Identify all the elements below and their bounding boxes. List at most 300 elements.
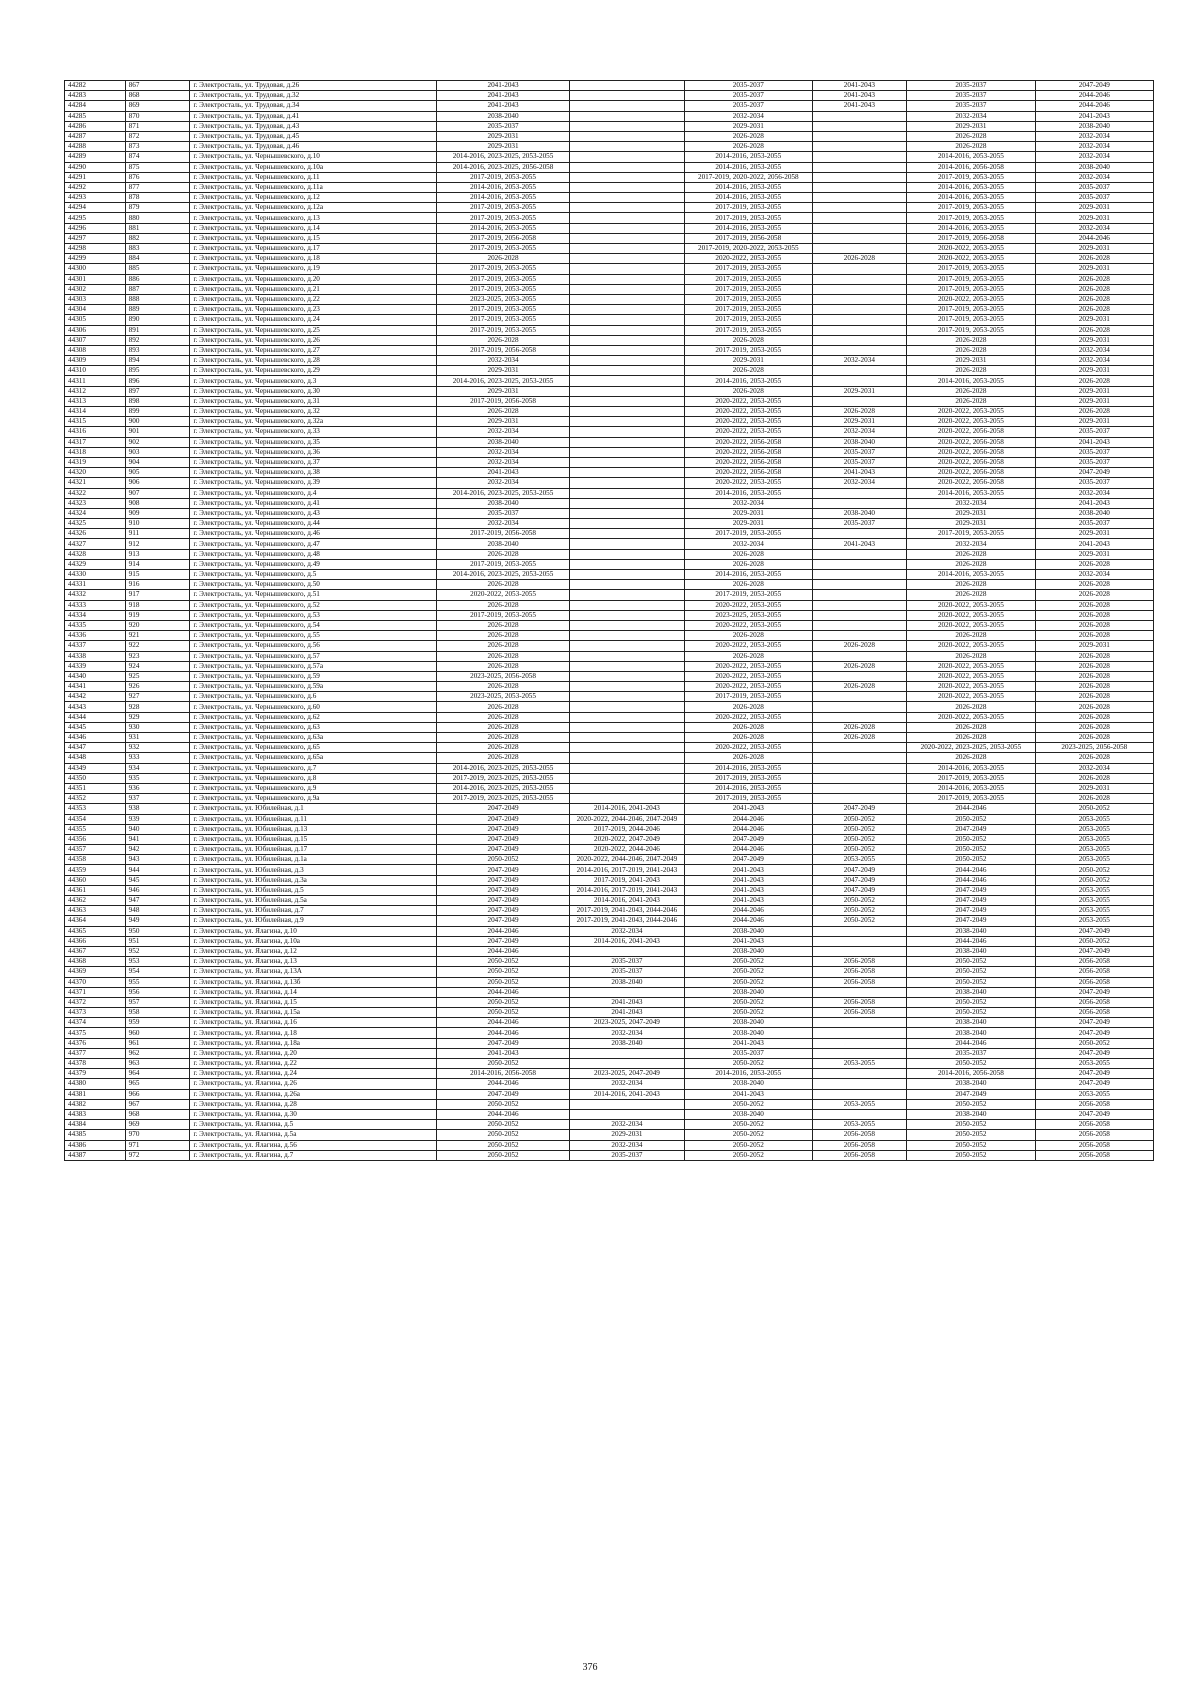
period-3-cell: 2044-2046 [685,906,813,916]
period-1-cell: 2026-2028 [437,620,570,630]
period-5-cell: 2047-2049 [907,824,1036,834]
period-4-cell: 2056-2058 [812,1130,907,1140]
row-id-cell: 44343 [65,702,126,712]
row-id-cell: 44300 [65,264,126,274]
period-4-cell: 2050-2052 [812,916,907,926]
period-5-cell: 2035-2037 [907,81,1036,91]
row-number-cell: 870 [125,111,190,121]
period-2-cell [569,284,684,294]
row-number-cell: 953 [125,957,190,967]
row-id-cell: 44351 [65,783,126,793]
period-5-cell: 2020-2022, 2053-2055 [907,417,1036,427]
period-6-cell: 2029-2031 [1035,783,1153,793]
row-number-cell: 915 [125,570,190,580]
period-4-cell [812,936,907,946]
period-2-cell: 2032-2034 [569,926,684,936]
period-2-cell [569,447,684,457]
row-number-cell: 924 [125,661,190,671]
period-6-cell: 2041-2043 [1035,539,1153,549]
address-cell: г. Электросталь, ул. Чернышевского, д.59 [190,671,437,681]
period-5-cell: 2020-2022, 2056-2058 [907,427,1036,437]
period-4-cell: 2026-2028 [812,722,907,732]
period-2-cell: 2017-2019, 2041-2043, 2044-2046 [569,906,684,916]
table-row [65,865,1154,875]
period-5-cell: 2017-2019, 2053-2055 [907,172,1036,182]
period-2-cell: 2032-2034 [569,1120,684,1130]
period-6-cell: 2026-2028 [1035,712,1153,722]
period-3-cell: 2032-2034 [685,539,813,549]
table-row [65,702,1154,712]
period-6-cell: 2026-2028 [1035,753,1153,763]
row-number-cell: 940 [125,824,190,834]
period-2-cell [569,559,684,569]
table-row [65,916,1154,926]
period-1-cell: 2032-2034 [437,447,570,457]
table-row [65,193,1154,203]
period-5-cell: 2050-2052 [907,957,1036,967]
address-cell: г. Электросталь, ул. Чернышевского, д.57 [190,651,437,661]
table-row [65,733,1154,743]
table-row [65,315,1154,325]
table-row [65,682,1154,692]
address-cell: г. Электросталь, ул. Ялагина, д.10 [190,926,437,936]
address-cell: г. Электросталь, ул. Юбилейная, д.7 [190,906,437,916]
period-4-cell [812,794,907,804]
period-3-cell: 2026-2028 [685,580,813,590]
period-1-cell: 2017-2019, 2053-2055 [437,203,570,213]
row-id-cell: 44317 [65,437,126,447]
period-2-cell [569,682,684,692]
period-2-cell [569,437,684,447]
period-3-cell: 2050-2052 [685,1008,813,1018]
period-1-cell: 2050-2052 [437,977,570,987]
row-number-cell: 965 [125,1079,190,1089]
row-id-cell: 44296 [65,223,126,233]
period-6-cell: 2032-2034 [1035,356,1153,366]
period-2-cell: 2014-2016, 2041-2043 [569,804,684,814]
period-1-cell: 2041-2043 [437,468,570,478]
period-3-cell: 2041-2043 [685,936,813,946]
period-6-cell: 2029-2031 [1035,417,1153,427]
period-6-cell: 2035-2037 [1035,427,1153,437]
table-row [65,559,1154,569]
period-4-cell [812,284,907,294]
period-4-cell: 2041-2043 [812,91,907,101]
period-5-cell: 2032-2034 [907,111,1036,121]
address-cell: г. Электросталь, ул. Чернышевского, д.30 [190,386,437,396]
row-number-cell: 962 [125,1048,190,1058]
period-3-cell: 2032-2034 [685,498,813,508]
period-1-cell: 2044-2046 [437,1028,570,1038]
row-id-cell: 44339 [65,661,126,671]
period-4-cell: 2056-2058 [812,1140,907,1150]
period-2-cell: 2032-2034 [569,1140,684,1150]
period-1-cell: 2017-2019, 2053-2055 [437,274,570,284]
period-1-cell: 2026-2028 [437,580,570,590]
period-1-cell: 2026-2028 [437,722,570,732]
period-3-cell: 2020-2022, 2053-2055 [685,620,813,630]
period-3-cell: 2050-2052 [685,1059,813,1069]
period-1-cell: 2026-2028 [437,254,570,264]
period-2-cell [569,366,684,376]
row-id-cell: 44362 [65,896,126,906]
period-4-cell: 2056-2058 [812,1150,907,1160]
period-4-cell [812,315,907,325]
period-2-cell: 2014-2016, 2017-2019, 2041-2043 [569,885,684,895]
period-3-cell: 2026-2028 [685,335,813,345]
period-4-cell [812,580,907,590]
period-3-cell: 2029-2031 [685,121,813,131]
table-row [65,274,1154,284]
period-6-cell: 2047-2049 [1035,987,1153,997]
row-id-cell: 44313 [65,396,126,406]
period-4-cell [812,1018,907,1028]
period-2-cell: 2017-2019, 2041-2043 [569,875,684,885]
row-number-cell: 914 [125,559,190,569]
period-2-cell [569,417,684,427]
period-2-cell [569,356,684,366]
period-1-cell: 2026-2028 [437,733,570,743]
period-2-cell [569,81,684,91]
period-3-cell: 2026-2028 [685,722,813,732]
period-2-cell [569,254,684,264]
period-2-cell [569,631,684,641]
period-1-cell: 2044-2046 [437,987,570,997]
row-number-cell: 891 [125,325,190,335]
period-1-cell: 2014-2016, 2023-2025, 2053-2055 [437,488,570,498]
address-cell: г. Электросталь, ул. Чернышевского, д.65а [190,753,437,763]
period-3-cell: 2050-2052 [685,957,813,967]
period-4-cell: 2035-2037 [812,447,907,457]
period-6-cell: 2026-2028 [1035,651,1153,661]
period-3-cell: 2017-2019, 2053-2055 [685,305,813,315]
period-1-cell: 2017-2019, 2056-2058 [437,529,570,539]
period-3-cell: 2017-2019, 2056-2058 [685,233,813,243]
period-5-cell: 2020-2022, 2053-2055 [907,254,1036,264]
period-2-cell: 2032-2034 [569,1079,684,1089]
row-number-cell: 876 [125,172,190,182]
row-number-cell: 936 [125,783,190,793]
table-row [65,488,1154,498]
period-1-cell: 2014-2016, 2053-2055 [437,223,570,233]
period-4-cell: 2032-2034 [812,356,907,366]
period-2-cell [569,651,684,661]
address-cell: г. Электросталь, ул. Чернышевского, д.14 [190,223,437,233]
table-row [65,376,1154,386]
period-4-cell: 2041-2043 [812,101,907,111]
period-4-cell [812,1028,907,1038]
period-3-cell: 2047-2049 [685,834,813,844]
period-6-cell: 2026-2028 [1035,773,1153,783]
period-1-cell: 2014-2016, 2023-2025, 2056-2058 [437,162,570,172]
table-row [65,712,1154,722]
table-row [65,284,1154,294]
table-row [65,1038,1154,1048]
row-number-cell: 930 [125,722,190,732]
period-4-cell: 2053-2055 [812,1099,907,1109]
table-row [65,845,1154,855]
period-5-cell: 2017-2019, 2053-2055 [907,274,1036,284]
table-row [65,417,1154,427]
row-number-cell: 959 [125,1018,190,1028]
row-id-cell: 44369 [65,967,126,977]
period-2-cell: 2023-2025, 2047-2049 [569,1069,684,1079]
table-row [65,875,1154,885]
period-5-cell: 2038-2040 [907,926,1036,936]
address-cell: г. Электросталь, ул. Чернышевского, д.60 [190,702,437,712]
row-id-cell: 44302 [65,284,126,294]
period-6-cell: 2026-2028 [1035,631,1153,641]
period-4-cell [812,121,907,131]
period-4-cell: 2035-2037 [812,519,907,529]
table-row [65,233,1154,243]
address-cell: г. Электросталь, ул. Чернышевского, д.28 [190,356,437,366]
row-id-cell: 44356 [65,834,126,844]
period-1-cell: 2047-2049 [437,834,570,844]
period-4-cell [812,631,907,641]
period-6-cell: 2032-2034 [1035,345,1153,355]
period-5-cell: 2026-2028 [907,386,1036,396]
period-2-cell [569,264,684,274]
table-row [65,580,1154,590]
period-1-cell: 2026-2028 [437,631,570,641]
period-4-cell [812,743,907,753]
row-number-cell: 883 [125,244,190,254]
period-6-cell: 2041-2043 [1035,111,1153,121]
row-number-cell: 942 [125,845,190,855]
period-6-cell: 2026-2028 [1035,671,1153,681]
table-row [65,987,1154,997]
period-6-cell: 2056-2058 [1035,1150,1153,1160]
period-3-cell: 2017-2019, 2053-2055 [685,315,813,325]
row-number-cell: 946 [125,885,190,895]
period-5-cell: 2038-2040 [907,1028,1036,1038]
address-cell: г. Электросталь, ул. Чернышевского, д.25 [190,325,437,335]
period-1-cell: 2014-2016, 2023-2025, 2053-2055 [437,763,570,773]
period-3-cell: 2050-2052 [685,1140,813,1150]
row-number-cell: 903 [125,447,190,457]
period-6-cell: 2026-2028 [1035,294,1153,304]
period-2-cell: 2041-2043 [569,1008,684,1018]
period-6-cell: 2047-2049 [1035,81,1153,91]
row-number-cell: 925 [125,671,190,681]
period-5-cell: 2044-2046 [907,936,1036,946]
period-6-cell: 2032-2034 [1035,570,1153,580]
period-5-cell: 2050-2052 [907,1150,1036,1160]
period-2-cell [569,753,684,763]
period-5-cell: 2035-2037 [907,1048,1036,1058]
row-id-cell: 44318 [65,447,126,457]
period-2-cell [569,549,684,559]
period-4-cell [812,396,907,406]
period-3-cell: 2041-2043 [685,804,813,814]
address-cell: г. Электросталь, ул. Чернышевского, д.49 [190,559,437,569]
table-row [65,600,1154,610]
table-row [65,244,1154,254]
period-4-cell: 2053-2055 [812,1120,907,1130]
period-2-cell [569,580,684,590]
period-6-cell: 2053-2055 [1035,1059,1153,1069]
period-3-cell: 2035-2037 [685,101,813,111]
address-cell: г. Электросталь, ул. Чернышевского, д.9 [190,783,437,793]
period-3-cell: 2038-2040 [685,926,813,936]
row-number-cell: 875 [125,162,190,172]
period-3-cell: 2017-2019, 2053-2055 [685,590,813,600]
table-row [65,946,1154,956]
period-6-cell: 2053-2055 [1035,845,1153,855]
table-row [65,590,1154,600]
address-cell: г. Электросталь, ул. Чернышевского, д.57а [190,661,437,671]
address-cell: г. Электросталь, ул. Чернышевского, д.37 [190,457,437,467]
row-id-cell: 44347 [65,743,126,753]
period-4-cell [812,763,907,773]
table-row [65,651,1154,661]
row-number-cell: 947 [125,896,190,906]
row-id-cell: 44379 [65,1069,126,1079]
period-1-cell: 2050-2052 [437,967,570,977]
table-row [65,468,1154,478]
row-id-cell: 44385 [65,1130,126,1140]
table-row [65,549,1154,559]
period-5-cell: 2026-2028 [907,722,1036,732]
period-6-cell: 2035-2037 [1035,182,1153,192]
row-number-cell: 916 [125,580,190,590]
period-4-cell [812,345,907,355]
period-2-cell [569,407,684,417]
period-3-cell: 2038-2040 [685,1028,813,1038]
period-6-cell: 2050-2052 [1035,804,1153,814]
row-number-cell: 933 [125,753,190,763]
period-4-cell: 2026-2028 [812,682,907,692]
period-1-cell: 2017-2019, 2053-2055 [437,284,570,294]
row-number-cell: 931 [125,733,190,743]
row-id-cell: 44377 [65,1048,126,1058]
period-3-cell: 2017-2019, 2053-2055 [685,213,813,223]
period-6-cell: 2053-2055 [1035,916,1153,926]
table-body [65,81,1154,1161]
period-3-cell: 2041-2043 [685,1038,813,1048]
period-2-cell: 2017-2019, 2044-2046 [569,824,684,834]
period-5-cell: 2038-2040 [907,1109,1036,1119]
period-2-cell [569,692,684,702]
address-cell: г. Электросталь, ул. Ялагина, д.24 [190,1069,437,1079]
period-2-cell [569,111,684,121]
period-3-cell: 2041-2043 [685,865,813,875]
address-cell: г. Электросталь, ул. Чернышевского, д.29 [190,366,437,376]
period-4-cell [812,172,907,182]
period-5-cell: 2032-2034 [907,498,1036,508]
period-3-cell: 2017-2019, 2053-2055 [685,773,813,783]
period-3-cell: 2017-2019, 2053-2055 [685,264,813,274]
table-row [65,1018,1154,1028]
row-number-cell: 917 [125,590,190,600]
row-id-cell: 44288 [65,142,126,152]
address-cell: г. Электросталь, ул. Ялагина, д.20 [190,1048,437,1058]
period-5-cell: 2014-2016, 2053-2055 [907,152,1036,162]
address-cell: г. Электросталь, ул. Юбилейная, д.1 [190,804,437,814]
row-id-cell: 44375 [65,1028,126,1038]
period-4-cell: 2026-2028 [812,407,907,417]
period-5-cell: 2047-2049 [907,896,1036,906]
table-row [65,641,1154,651]
table-row [65,610,1154,620]
period-3-cell: 2014-2016, 2053-2055 [685,570,813,580]
table-row [65,457,1154,467]
address-cell: г. Электросталь, ул. Чернышевского, д.26 [190,335,437,345]
period-1-cell: 2020-2022, 2053-2055 [437,590,570,600]
period-4-cell [812,1048,907,1058]
address-cell: г. Электросталь, ул. Чернышевского, д.48 [190,549,437,559]
period-3-cell: 2032-2034 [685,111,813,121]
period-4-cell: 2047-2049 [812,875,907,885]
period-3-cell: 2017-2019, 2053-2055 [685,692,813,702]
period-4-cell: 2041-2043 [812,468,907,478]
period-3-cell: 2020-2022, 2053-2055 [685,671,813,681]
period-2-cell [569,335,684,345]
period-5-cell: 2020-2022, 2056-2058 [907,457,1036,467]
period-1-cell: 2041-2043 [437,81,570,91]
period-2-cell [569,142,684,152]
address-cell: г. Электросталь, ул. Ялагина, д.16 [190,1018,437,1028]
period-2-cell [569,539,684,549]
period-6-cell: 2047-2049 [1035,468,1153,478]
period-5-cell: 2038-2040 [907,1018,1036,1028]
address-cell: г. Электросталь, ул. Трудовая, д.34 [190,101,437,111]
period-4-cell: 2047-2049 [812,885,907,895]
period-5-cell: 2020-2022, 2053-2055 [907,620,1036,630]
address-cell: г. Электросталь, ул. Чернышевского, д.31 [190,396,437,406]
period-4-cell [812,783,907,793]
table-row [65,356,1154,366]
row-id-cell: 44292 [65,182,126,192]
period-5-cell: 2047-2049 [907,906,1036,916]
row-id-cell: 44384 [65,1120,126,1130]
period-6-cell: 2056-2058 [1035,1140,1153,1150]
period-2-cell [569,203,684,213]
period-4-cell [812,600,907,610]
period-5-cell: 2017-2019, 2056-2058 [907,233,1036,243]
row-number-cell: 929 [125,712,190,722]
period-1-cell: 2017-2019, 2023-2025, 2053-2055 [437,794,570,804]
period-2-cell [569,641,684,651]
table-row [65,305,1154,315]
period-1-cell: 2023-2025, 2053-2055 [437,294,570,304]
period-6-cell: 2053-2055 [1035,1089,1153,1099]
period-3-cell: 2044-2046 [685,916,813,926]
period-1-cell: 2032-2034 [437,427,570,437]
row-id-cell: 44359 [65,865,126,875]
period-4-cell: 2029-2031 [812,417,907,427]
period-4-cell [812,1109,907,1119]
table-row [65,335,1154,345]
period-1-cell: 2050-2052 [437,1120,570,1130]
address-cell: г. Электросталь, ул. Юбилейная, д.3 [190,865,437,875]
row-number-cell: 941 [125,834,190,844]
address-cell: г. Электросталь, ул. Чернышевского, д.41 [190,498,437,508]
table-row [65,936,1154,946]
period-4-cell: 2032-2034 [812,478,907,488]
table-row [65,926,1154,936]
period-2-cell [569,315,684,325]
period-6-cell: 2035-2037 [1035,478,1153,488]
period-4-cell: 2056-2058 [812,977,907,987]
period-4-cell [812,987,907,997]
table-row [65,447,1154,457]
row-number-cell: 922 [125,641,190,651]
table-row [65,896,1154,906]
address-cell: г. Электросталь, ул. Ялагина, д.26а [190,1089,437,1099]
period-6-cell: 2041-2043 [1035,437,1153,447]
